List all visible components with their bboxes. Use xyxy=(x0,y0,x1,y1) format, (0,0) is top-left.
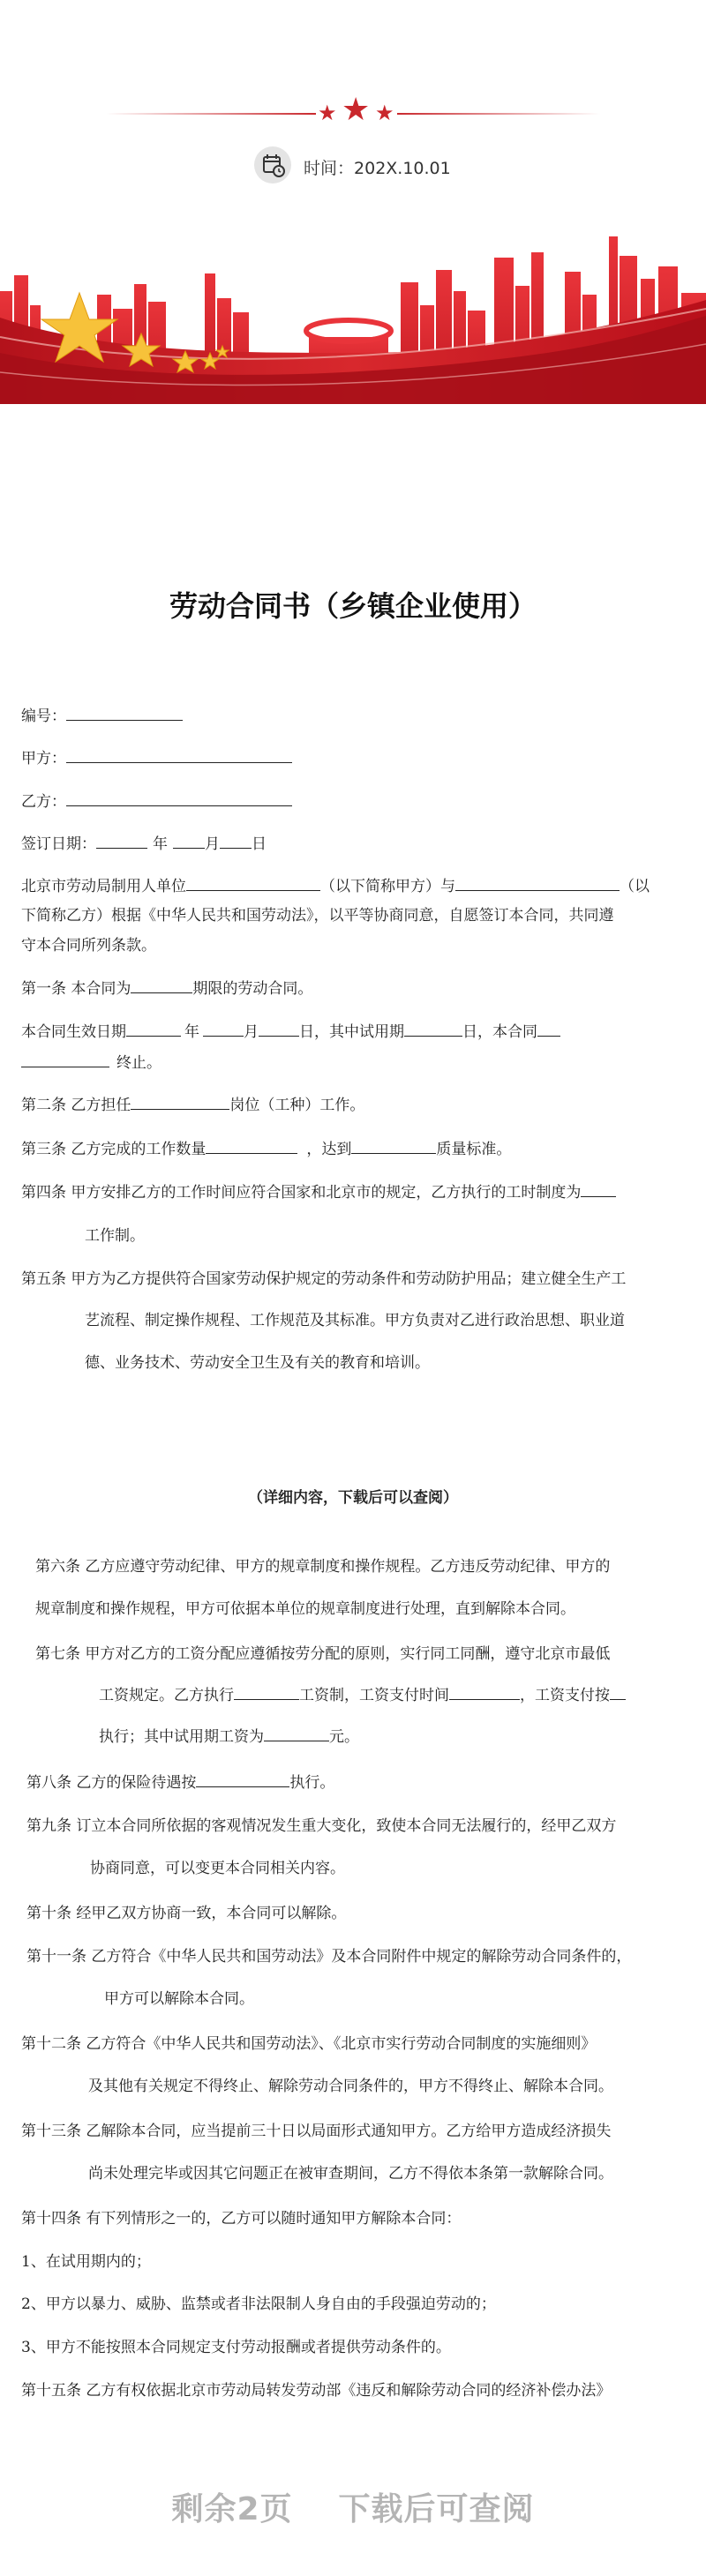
article-7-line-1: 第七条 甲方对乙方的工资分配应遵循按劳分配的原则，实行同工同酬，遵守北京市最低 xyxy=(35,1645,611,1663)
party-b-field: 乙方： xyxy=(21,789,292,811)
article-5-line-2: 艺流程、制定操作规程、工作规范及其标准。甲方负责对乙进行政治思想、职业道 xyxy=(85,1312,625,1329)
download-notice: （详细内容，下载后可以查阅） xyxy=(248,1489,458,1507)
contract-number-field: 编号： xyxy=(21,703,183,725)
article-5-line-3: 德、业务技术、劳动安全卫生及有关的教育和培训。 xyxy=(85,1354,430,1372)
star-icon: ★ xyxy=(342,92,371,128)
article-11-line-2: 甲方可以解除本合同。 xyxy=(104,1990,254,2008)
article-14-line-1: 第十四条 有下列情形之一的，乙方可以随时通知甲方解除本合同： xyxy=(21,2210,462,2228)
contract-term-line-2: 终止。 xyxy=(21,1050,161,1072)
download-footer[interactable] xyxy=(0,2484,706,2529)
document-title: 劳动合同书（乡镇企业使用） xyxy=(169,589,537,623)
number-blank xyxy=(66,708,183,721)
red-city-banner xyxy=(0,221,706,404)
intro-line-2: 下简称乙方）根据《中华人民共和国劳动法》，以平等协商同意，自愿签订本合同，共同遵 xyxy=(21,907,614,925)
party-b-blank xyxy=(66,793,292,806)
star-icon: ★ xyxy=(375,101,394,125)
article-7-line-3: 执行；其中试用期工资为 元。 xyxy=(99,1728,359,1746)
date-row xyxy=(0,146,706,185)
header-divider-right xyxy=(397,113,600,115)
article-1: 第一条 本合同为 期限的劳动合同。 xyxy=(21,980,313,998)
party-a-field: 甲方： xyxy=(21,745,292,768)
article-12-line-1: 第十二条 乙方符合《中华人民共和国劳动法》、《北京市实行劳动合同制度的实施细则》 xyxy=(21,2035,597,2053)
article-3: 第三条 乙方完成的工作数量 ，达到 质量标准。 xyxy=(21,1141,512,1158)
article-2: 第二条 乙方担任 岗位（工种）工作。 xyxy=(21,1097,365,1114)
article-14-item-1: 1、在试用期内的； xyxy=(21,2253,151,2271)
intro-line-1: 北京市劳动局制用人单位 （以下简称甲方）与 （以 xyxy=(21,878,650,895)
time-label: 时间： xyxy=(304,159,355,178)
time-value: 202X.10.01 xyxy=(354,159,451,178)
header-divider-left xyxy=(106,113,316,115)
remaining-pages: 剩余2页 xyxy=(171,2491,293,2527)
download-to-view[interactable]: 下载后可查阅 xyxy=(338,2491,535,2527)
article-9-line-1: 第九条 订立本合同所依据的客观情况发生重大变化，致使本合同无法履行的，经甲乙双方 xyxy=(26,1817,617,1835)
party-a-blank xyxy=(66,750,292,763)
star-icon: ★ xyxy=(318,101,337,125)
article-14-item-2: 2、甲方以暴力、威胁、监禁或者非法限制人身自由的手段强迫劳动的； xyxy=(21,2295,496,2313)
article-14-item-3: 3、甲方不能按照本合同规定支付劳动报酬或者提供劳动条件的。 xyxy=(21,2339,451,2356)
article-9-line-2: 协商同意，可以变更本合同相关内容。 xyxy=(90,1860,345,1877)
article-6-line-1: 第六条 乙方应遵守劳动纪律、甲方的规章制度和操作规程。乙方违反劳动纪律、甲方的 xyxy=(35,1558,611,1576)
article-15-line-1: 第十五条 乙方有权依据北京市劳动局转发劳动部《违反和解除劳动合同的经济补偿办法》 xyxy=(21,2382,612,2400)
article-4-line-2: 工作制。 xyxy=(85,1227,145,1245)
intro-line-3: 守本合同所列条款。 xyxy=(21,937,156,955)
sign-date-field: 签订日期： 年 月 日 xyxy=(21,835,267,853)
calendar-clock-icon xyxy=(254,146,291,183)
article-13-line-1: 第十三条 乙解除本合同，应当提前三十日以局面形式通知甲方。乙方给甲方造成经济损失 xyxy=(21,2123,612,2140)
article-6-line-2: 规章制度和操作规程，甲方可依据本单位的规章制度进行处理，直到解除本合同。 xyxy=(35,1600,575,1618)
publish-time xyxy=(304,155,451,179)
article-4-line-1: 第四条 甲方安排乙方的工作时间应符合国家和北京市的规定，乙方执行的工时制度为 xyxy=(21,1179,616,1202)
article-10: 第十条 经甲乙双方协商一致，本合同可以解除。 xyxy=(26,1905,347,1922)
contract-term-line: 本合同生效日期 年 月 日，其中试用期 日，本合同 xyxy=(21,1019,560,1041)
article-11-line-1: 第十一条 乙方符合《中华人民共和国劳动法》及本合同附件中规定的解除劳动合同条件的， xyxy=(26,1948,632,1966)
article-7-line-2: 工资规定。乙方执行 工资制，工资支付时间 ，工资支付按 xyxy=(99,1682,626,1704)
article-13-line-2: 尚未处理完毕或因其它问题正在被审查期间，乙方不得依本条第一款解除合同。 xyxy=(88,2165,613,2183)
article-12-line-2: 及其他有关规定不得终止、解除劳动合同条件的，甲方不得终止、解除本合同。 xyxy=(88,2078,613,2095)
article-5-line-1: 第五条 甲方为乙方提供符合国家劳动保护规定的劳动条件和劳动防护用品；建立健全生产工 xyxy=(21,1270,627,1288)
article-8: 第八条 乙方的保险待遇按 执行。 xyxy=(26,1774,335,1792)
